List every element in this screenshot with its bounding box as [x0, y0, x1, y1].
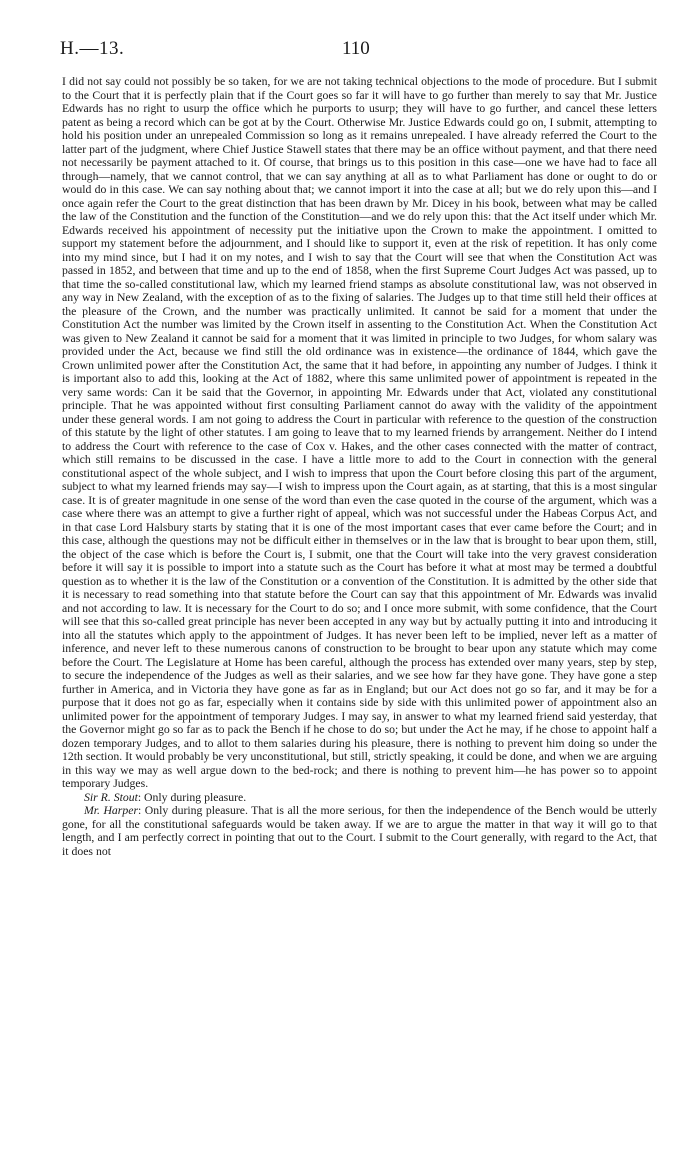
main-paragraph: I did not say could not possibly be so taken, for we are not taking technical objections to the mode of procedure. But I submit to the Court that it is perfectly plain that if the Court goes so far it will have to go further than merely to say that Mr. Justice Edwards has no right to usurp the office which he purports to usurp; they will have to go further, and cancel these letters patent as being a record which can be got at by the Court. Otherwise Mr. Justice Edwards could go on, I submit, attempting to hold his position under an unrepealed Commission so long as it remains unrepealed. I have already referred the Court to the latter part of the judgment, where Chief Justice Stawell states that there may be an office without payment, and that there need not necessarily be payment attached to it. Of course, that brings us to this position in this case—one we have had to face all through—namely, that we cannot control, that we can say anything at all as to what Parliament has done or ought to do or would do in this case. We can say nothing about that; we cannot import it into the case at all; but we do rely upon this—and I once again refer the Court to the great distinction that has been drawn by Mr. Dicey in his book, between what may be called the law of the Constitution and the function of the Constitution—and we do rely upon this: that the Act itself under which Mr. Edwards received his appointment of necessity put the initiative upon the Crown to make the appointment. I omitted to support my statement before the adjournment, and I should like to support it, even at the risk of repetition. It has only come into my mind since, but I had it on my notes, and I wish to say that the Court will see that when the Constitution Act was passed in 1852, and between that time and up to the end of 1858, when the first Supreme Court Judges Act was passed, up to that time the so-called constitutional law, which my learned friend stamps as absolute constitutional law, was not observed in any way in New Zealand, with the exception of as to the fixing of salaries. The Judges up to that time still held their offices at the pleasure of the Crown, and the number was practically unlimited. It cannot be said for a moment that under the Constitution Act the number was limited by the Crown itself in assenting to the Constitution Act. When the Constitution Act was given to New Zealand it cannot be said for a moment that it was limited in principle to two Judges, for whom salary was provided under the Act, because we find still the old ordinance was in existence—the ordinance of 1844, which gave the Crown unlimited power after the Constitution Act, the same that it had before, in appointing any number of Judges. I think it is important also to add this, looking at the Act of 1882, where this same unlimited power of appointment is repeated in the very same words: Can it be said that the Governor, in appointing Mr. Edwards under that Act, violated any constitutional principle. That he was appointed without first consulting Parliament cannot do away with the validity of the appointment under these general words. I am not going to address the Court in particular with reference to the question of the construction of this statute by the light of other statutes. I am going to leave that to my learned friends by arrangement. Neither do I intend to address the Court with reference to the case of Cox v. Hakes, and the other cases connected with the matter of contract, which still remains to be discussed in the case. I have a little more to add to the Court in connection with the general constitutional aspect of the whole subject, and I wish to impress that upon the Court before closing this part of the argument, subject to what my learned friends may say—I wish to impress upon the Court again, as at starting, that this is a most singular case. It is of greater magnitude in one sense of the word than even the case quoted in the course of the argument, which was a case where there was an attempt to give a further right of appeal, which was not successful under the Habeas Corpus Act, and in that case Lord Halsbury starts by stating that it is one of the most important cases that ever came before the Court; and in this case, although the questions may not be difficult either in themselves or in the law that is brought to bear upon them, still, the object of the case which is before the Court is, I submit, one that the Court will take into the very gravest consideration before it will say it is possible to import into a statute such as the Court has before it what at most may be termed a doubtful question as to whether it is the law of the Constitution or a convention of the Constitution. It is admitted by the other side that it is necessary to read something into that statute before the Court can say that this appointment of Mr. Edwards was invalid and not according to law. It is necessary for the Court to do so; and I once more submit, with some confidence, that the Court will see that this so-called great principle has never been accepted in any way but by actually putting it into and introducing it into all the statutes which apply to the appointment of Judges. It has never been left to be implied, never left as a matter of inference, and never left to these numerous canons of construction to be brought to bear upon any statute which may come before the Court. The Legislature at Home has been careful, although the process has extended over many years, step by step, to secure the independence of the Judges as well as their salaries, and we see how far they have gone. They have gone a step further in America, and in Victoria they have gone as far as in England; but our Act does not go so far, and it may be for a purpose that it does not go as far, especially when it contains side by side with this unlimited power of appointment also an unlimited power for the appointment of temporary Judges. I may say, in answer to what my learned friend said yesterday, that the Governor might go so far as to pack the Bench if he chose to do so; but under the Act he may, if he chose to appoint half a dozen temporary Judges, and to allot to them salaries during his pleasure, there is nothing to prevent him doing so under the 12th section. It would probably be very unconstitutional, but still, strictly speaking, it could be done, and when we are arguing in this way we may as well argue down to the bed-rock; and there is nothing to prevent him—he has power so to appoint temporary Judges.: [62, 75, 657, 790]
speech-text: : Only during pleasure.: [137, 790, 247, 804]
body-text: [62, 75, 657, 858]
speech-paragraph-harper: [62, 804, 657, 858]
speech-text: : Only during pleasure. That is all the more serious, for then the independence of the Bench would be utterly gone, for all the constitutional safeguards would be taken away. If we are to argue the matter in that way it will go to that length, and I am perfectly correct in pointing that out to the Court. I submit to the Court generally, with regard to the Act, that it does not: [62, 804, 657, 858]
page-header: [60, 38, 655, 68]
speech-paragraph-stout: [62, 791, 657, 805]
page-number: 110: [342, 38, 370, 59]
speaker-name: Mr. Harper: [84, 804, 139, 817]
speaker-name: Sir R. Stout: [84, 790, 138, 804]
document-reference: H.—13.: [60, 38, 125, 59]
